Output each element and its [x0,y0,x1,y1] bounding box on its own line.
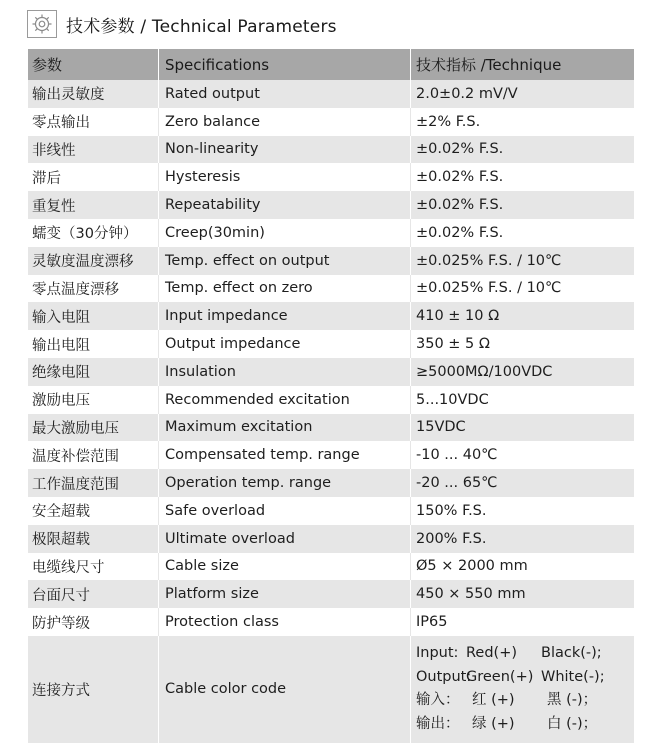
spec-cell: Creep(30min) [158,219,410,247]
spec-cell: Repeatability [158,191,410,219]
param-cell: 输出灵敏度 [32,87,105,104]
value-cell: -10 ... 40℃ [410,441,634,469]
param-cell: 工作温度范围 [32,476,119,493]
value-cell: 410 ± 10 Ω [410,302,634,330]
value-cell: 2.0±0.2 mV/V [410,80,634,108]
table-row [28,608,634,636]
param-cell: 台面尺寸 [32,587,90,604]
color-code-k: Output: [416,668,472,685]
spec-cell: Temp. effect on zero [158,275,410,303]
spec-cell: Non-linearity [158,136,410,164]
param-cell: 最大激励电压 [32,420,119,437]
value-cell: ≥5000MΩ/100VDC [410,358,634,386]
column-header-param: 参数 [32,56,63,74]
param-cell: 灵敏度温度漂移 [32,254,134,271]
color-code-k: 输入： [416,692,460,709]
color-code-b: White(-); [541,668,605,685]
value-cell: Ø5 × 2000 mm [410,553,634,581]
param-cell: 电缆线尺寸 [32,559,105,576]
table-row [28,330,634,358]
param-cell: 输入电阻 [32,309,90,326]
table-row [28,358,634,386]
value-cell: ±2% F.S. [410,108,634,136]
value-cell: ±0.025% F.S. / 10℃ [410,275,634,303]
table-row [28,302,634,330]
table-row [28,414,634,442]
spec-cell: Zero balance [158,108,410,136]
table-row-connection [28,636,634,743]
color-code-k: 输出： [416,715,460,732]
table-row [28,553,634,581]
table-row [28,247,634,275]
table-row [28,163,634,191]
param-cell: 连接方式 [32,682,90,699]
color-code-line [416,713,597,737]
spec-cell: Safe overload [158,497,410,525]
table-row [28,108,634,136]
spec-cell: Operation temp. range [158,469,410,497]
table-row [28,386,634,414]
page-header [26,8,337,40]
spec-cell: Input impedance [158,302,410,330]
value-cell: 350 ± 5 Ω [410,330,634,358]
column-header-technique: 技术指标 /Technique [410,49,634,80]
param-cell: 输出电阻 [32,337,90,354]
value-cell: 5...10VDC [410,386,634,414]
spec-cell: Maximum excitation [158,414,410,442]
table-row [28,136,634,164]
value-cell: 15VDC [410,414,634,442]
param-cell: 滞后 [32,170,61,187]
table-row [28,525,634,553]
param-cell: 零点输出 [32,115,90,132]
spec-cell: Temp. effect on output [158,247,410,275]
color-code-line [416,689,597,713]
table-row [28,275,634,303]
spec-cell: Cable color code [158,636,410,743]
param-cell: 温度补偿范围 [32,448,119,465]
table-row [28,497,634,525]
param-cell: 绝缘电阻 [32,365,90,382]
value-cell: ±0.025% F.S. / 10℃ [410,247,634,275]
table-header-row [28,49,634,80]
spec-cell: Hysteresis [158,163,410,191]
param-cell: 重复性 [32,198,76,215]
param-cell: 安全超载 [32,504,90,521]
color-code-k: Input: [416,645,459,662]
param-cell: 防护等级 [32,615,90,632]
param-cell: 非线性 [32,142,76,159]
color-code-b: Black(-); [541,645,602,662]
value-cell: ±0.02% F.S. [410,219,634,247]
value-cell: ±0.02% F.S. [410,163,634,191]
value-cell: -20 ... 65℃ [410,469,634,497]
color-code-a: 红 (+) [472,692,515,709]
cable-color-code [410,636,634,743]
spec-cell: Protection class [158,608,410,636]
column-header-spec: Specifications [158,49,410,80]
spec-cell: Output impedance [158,330,410,358]
spec-cell: Cable size [158,553,410,581]
value-cell: 150% F.S. [410,497,634,525]
table-row [28,191,634,219]
gear-logo-icon [26,9,58,39]
param-cell: 零点温度漂移 [32,281,119,298]
table-row [28,219,634,247]
param-cell: 激励电压 [32,393,90,410]
color-code-line [416,642,602,666]
table-row [28,441,634,469]
color-code-a: Red(+) [466,645,518,662]
param-cell: 极限超载 [32,532,90,549]
value-cell: IP65 [410,608,634,636]
param-cell: 蠕变（30分钟） [32,226,138,243]
color-code-b: 白 (-)； [547,715,598,732]
page-title: 技术参数 / Technical Parameters [66,16,337,37]
spec-cell: Insulation [158,358,410,386]
color-code-b: 黑 (-)； [547,692,598,709]
spec-cell: Recommended excitation [158,386,410,414]
spec-cell: Platform size [158,580,410,608]
value-cell: ±0.02% F.S. [410,191,634,219]
table-row [28,469,634,497]
value-cell: ±0.02% F.S. [410,136,634,164]
table-row [28,580,634,608]
table-row [28,80,634,108]
value-cell: 450 × 550 mm [410,580,634,608]
color-code-a: Green(+) [466,668,534,685]
spec-table [28,49,634,743]
spec-cell: Rated output [158,80,410,108]
color-code-a: 绿 (+) [472,715,515,732]
spec-cell: Ultimate overload [158,525,410,553]
value-cell: 200% F.S. [410,525,634,553]
color-code-line [416,666,605,690]
spec-cell: Compensated temp. range [158,441,410,469]
